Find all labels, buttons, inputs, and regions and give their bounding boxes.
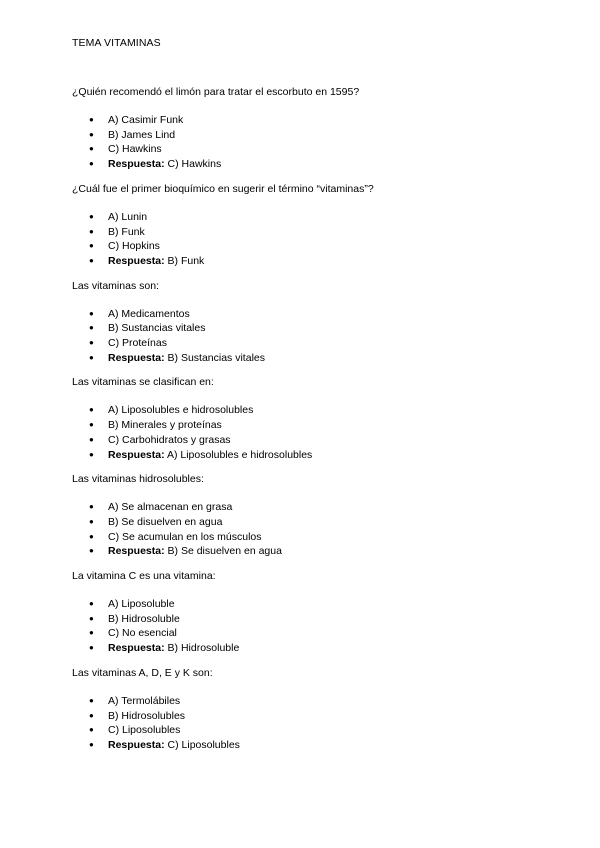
- answer-value: A) Liposolubles e hidrosolubles: [166, 448, 313, 461]
- answer-label: Respuesta:: [108, 545, 165, 558]
- answer-item: [72, 738, 542, 753]
- question-block: [72, 85, 542, 172]
- question-text: Las vitaminas se clasifican en:: [72, 376, 214, 389]
- option-item: ● C) Hawkins: [72, 142, 542, 157]
- answer-item: [72, 351, 542, 366]
- question-block: [72, 569, 542, 656]
- question-text: ¿Quién recomendó el limón para tratar el escorbuto en 1595?: [72, 86, 360, 98]
- question-text: Las vitaminas hidrosolubles:: [72, 473, 204, 486]
- document-page: [72, 36, 542, 763]
- question-text: Las vitaminas A, D, E y K son:: [72, 666, 213, 679]
- option-item: ● B) James Lind: [72, 128, 542, 143]
- answer-item: [72, 448, 542, 463]
- option-item: ● C) No esencial: [72, 626, 542, 641]
- question-text: Las vitaminas son:: [72, 279, 159, 292]
- question-block: [72, 182, 542, 269]
- option-item: ● A) Termolábiles: [72, 694, 542, 709]
- answer-item: [72, 641, 542, 656]
- answer-value: C) Liposolubles: [167, 738, 240, 751]
- option-item: ● B) Minerales y proteínas: [72, 418, 542, 433]
- answer-item: [72, 254, 542, 269]
- question-text: ¿Cuál fue el primer bioquímico en sugerir el término “vitaminas”?: [72, 182, 374, 195]
- option-item: ● A) Liposolubles e hidrosolubles: [72, 403, 542, 418]
- question-block: [72, 666, 542, 753]
- option-item: ● B) Se disuelven en agua: [72, 515, 542, 530]
- option-item: ● C) Se acumulan en los músculos: [72, 530, 542, 545]
- option-item: ● A) Se almacenan en grasa: [72, 500, 542, 515]
- answer-label: Respuesta:: [108, 158, 165, 171]
- option-item: ● C) Carbohidratos y grasas: [72, 433, 542, 448]
- answer-value: B) Funk: [167, 254, 205, 267]
- option-item: ● B) Funk: [72, 225, 542, 240]
- answer-label: Respuesta:: [108, 738, 165, 751]
- question-block: [72, 375, 542, 462]
- option-item: ● B) Hidrosoluble: [72, 612, 542, 627]
- option-item: ● A) Liposoluble: [72, 597, 542, 612]
- options-list: [72, 597, 542, 656]
- answer-item: [72, 157, 542, 172]
- option-item: ● B) Sustancias vitales: [72, 321, 542, 336]
- option-item: ● C) Liposolubles: [72, 723, 542, 738]
- answer-label: Respuesta:: [108, 448, 165, 461]
- answer-item: [72, 544, 542, 559]
- answer-value: C) Hawkins: [167, 158, 222, 171]
- options-list: [72, 113, 542, 172]
- options-list: [72, 500, 542, 559]
- question-block: [72, 472, 542, 559]
- option-item: ● B) Hidrosolubles: [72, 709, 542, 724]
- answer-value: B) Sustancias vitales: [167, 351, 265, 364]
- document-title: TEMA VITAMINAS: [72, 37, 161, 49]
- option-item: ● C) Proteínas: [72, 336, 542, 351]
- question-text: La vitamina C es una vitamina:: [72, 570, 216, 583]
- answer-label: Respuesta:: [108, 351, 165, 364]
- options-list: [72, 210, 542, 269]
- answer-value: B) Se disuelven en agua: [167, 545, 282, 558]
- options-list: [72, 307, 542, 366]
- option-item: ● A) Lunin: [72, 210, 542, 225]
- option-item: ● A) Medicamentos: [72, 307, 542, 322]
- option-item: ● A) Casimir Funk: [72, 113, 542, 128]
- question-block: [72, 279, 542, 366]
- answer-label: Respuesta:: [108, 642, 165, 655]
- answer-value: B) Hidrosoluble: [167, 642, 240, 655]
- options-list: [72, 403, 542, 462]
- option-item: ● C) Hopkins: [72, 239, 542, 254]
- options-list: [72, 694, 542, 753]
- answer-label: Respuesta:: [108, 254, 165, 267]
